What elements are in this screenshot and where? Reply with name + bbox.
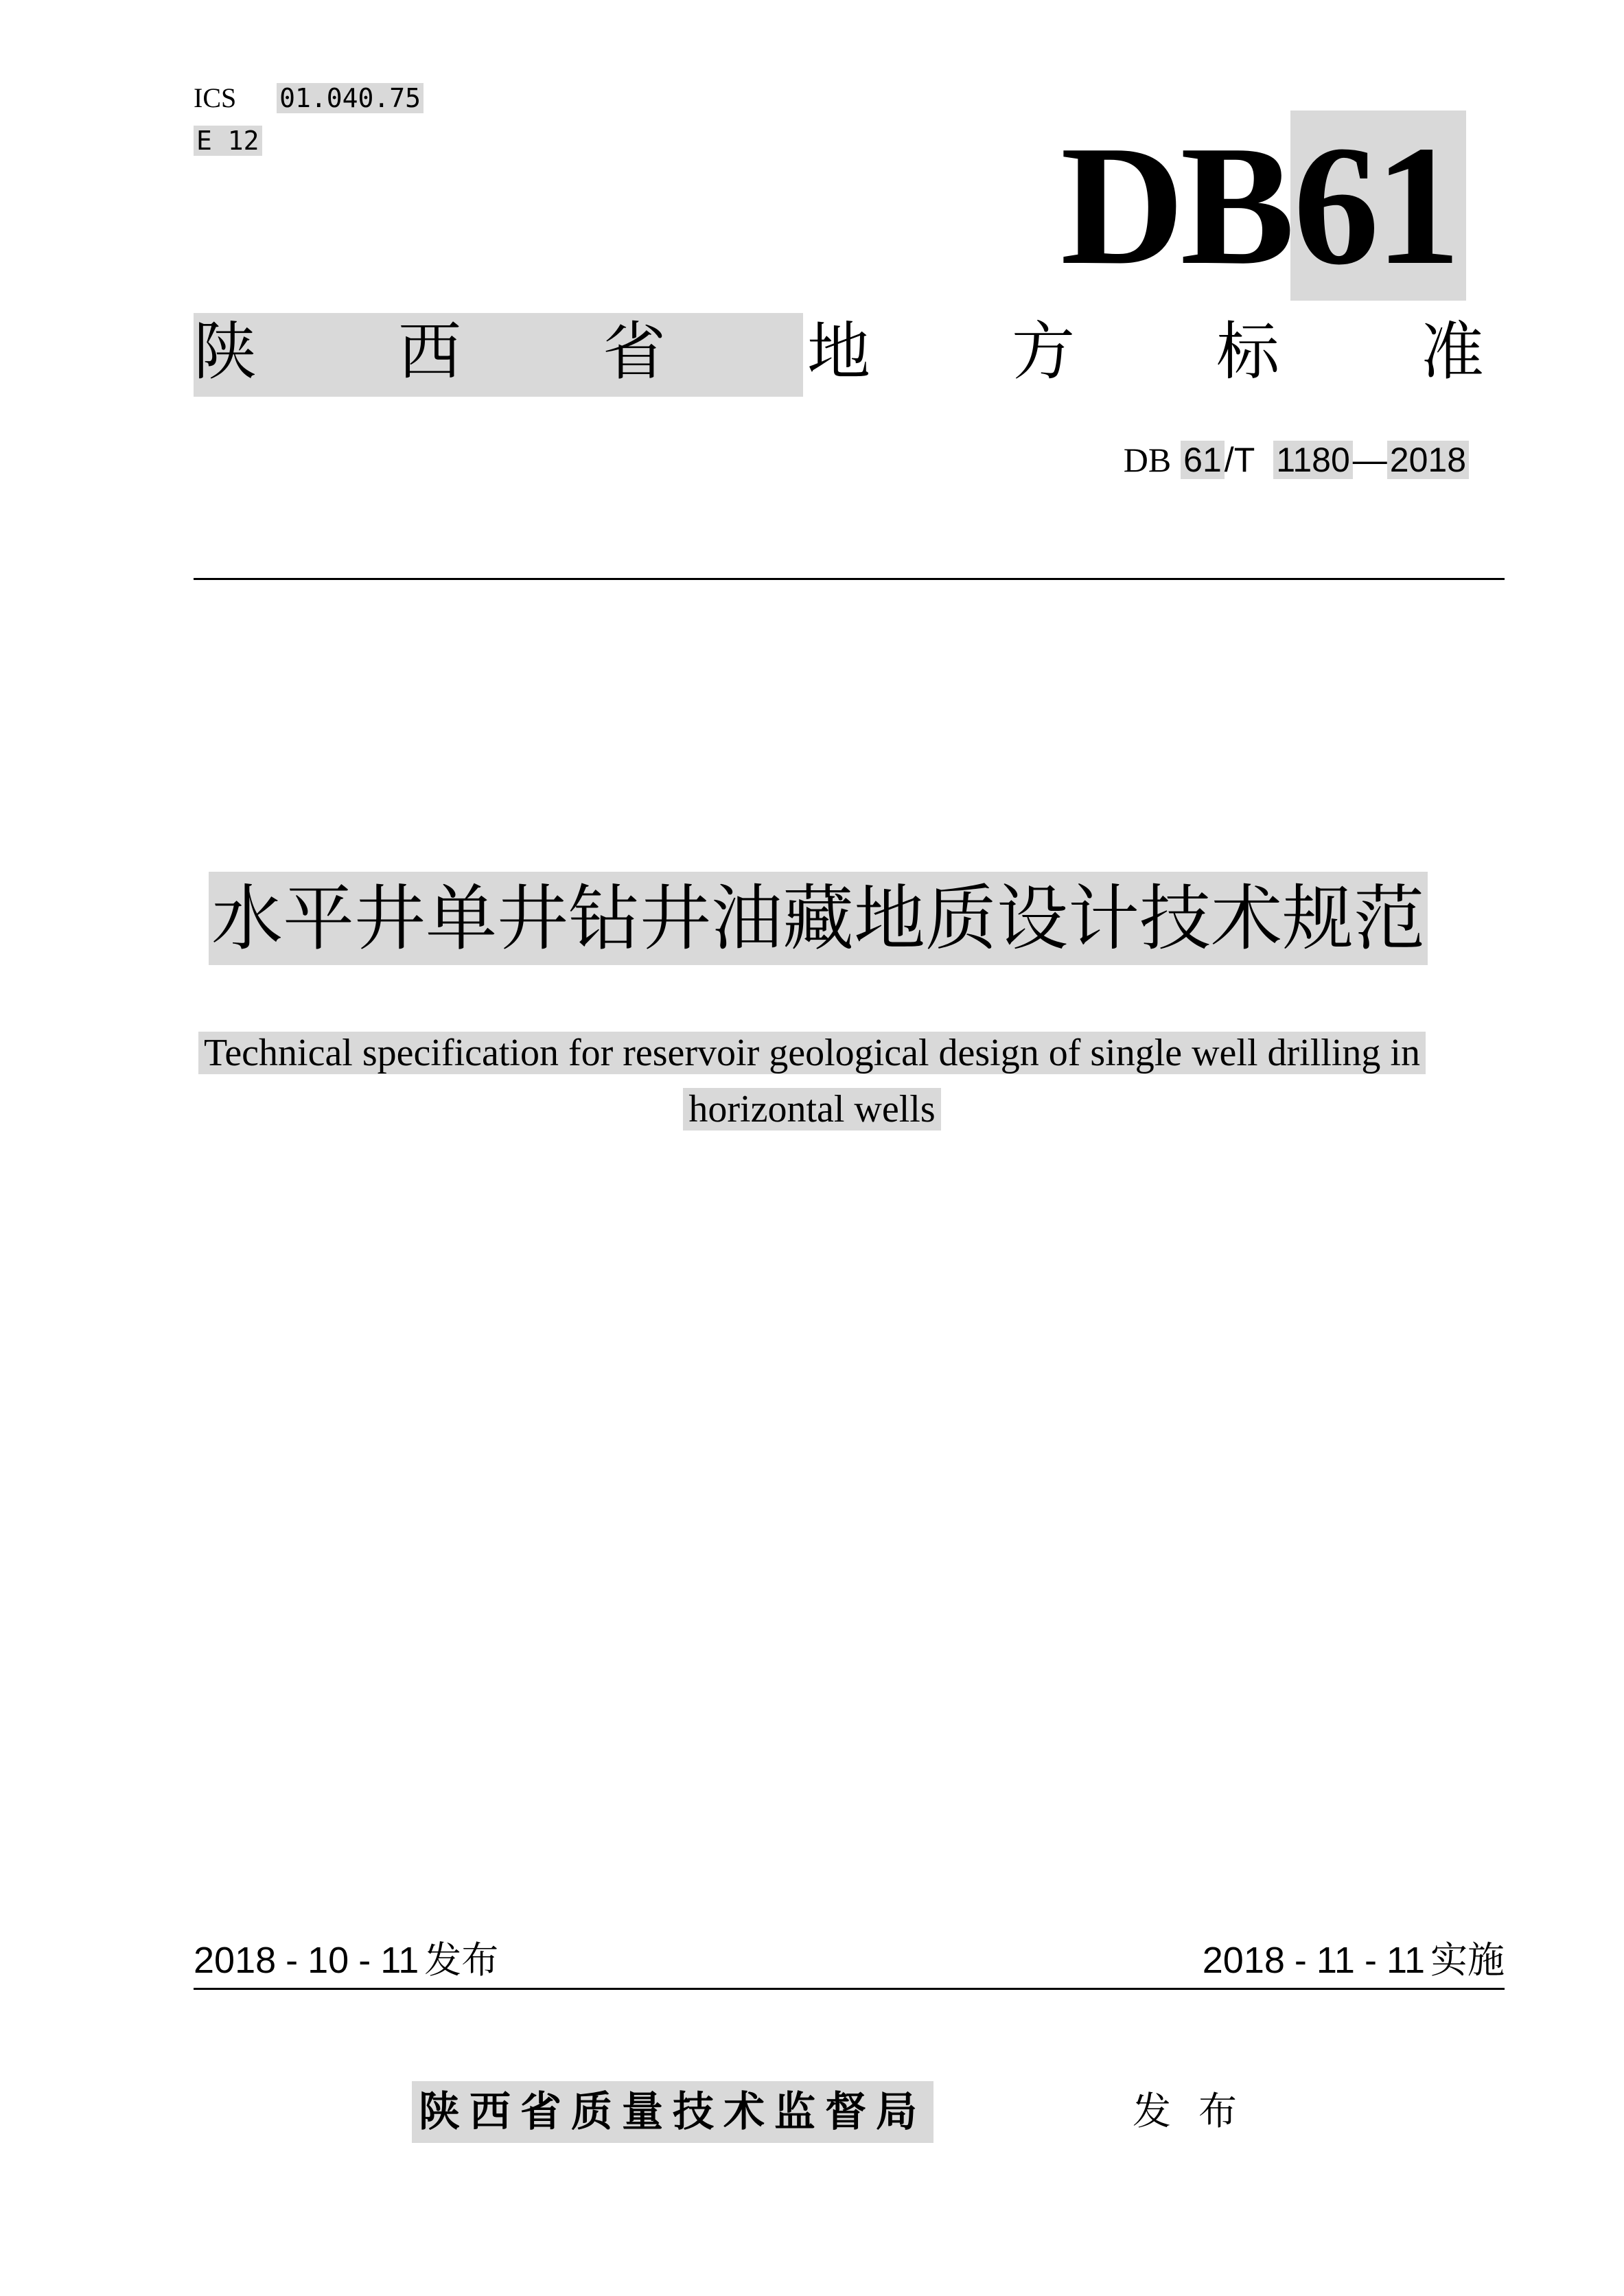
implement-month: 11 bbox=[1316, 1940, 1355, 1981]
header-char: 地 bbox=[807, 315, 871, 389]
header-char: 省 bbox=[603, 315, 666, 389]
implement-dash: - bbox=[1294, 1940, 1307, 1981]
header-char: 陕 bbox=[194, 315, 257, 389]
publisher-name: 陕西省质量技术监督局 bbox=[412, 2081, 933, 2143]
issue-dash: - bbox=[358, 1940, 371, 1981]
header-char: 方 bbox=[1012, 315, 1076, 389]
title-chinese: 水平井单井钻井油藏地质设计技术规范 bbox=[209, 872, 1428, 965]
implement-label: 实施 bbox=[1430, 1940, 1505, 1981]
title-english-line1 bbox=[0, 1030, 1624, 1076]
implement-dash: - bbox=[1364, 1940, 1377, 1981]
implement-day: 11 bbox=[1386, 1940, 1425, 1981]
issue-label: 发布 bbox=[424, 1940, 499, 1981]
top-rule bbox=[194, 578, 1505, 580]
issue-year: 2018 bbox=[194, 1940, 277, 1981]
issue-day: 11 bbox=[380, 1940, 419, 1981]
issue-date bbox=[194, 1936, 498, 1985]
header-char: 标 bbox=[1216, 315, 1280, 389]
standard-number bbox=[1124, 437, 1469, 483]
standard-category-header bbox=[194, 308, 1491, 397]
bottom-rule bbox=[194, 1988, 1505, 1990]
implement-date bbox=[1203, 1936, 1505, 1985]
implement-year: 2018 bbox=[1202, 1940, 1285, 1981]
ics-line bbox=[194, 81, 424, 115]
title-english-line2-text: horizontal wells bbox=[683, 1088, 940, 1130]
std-type: /T bbox=[1224, 441, 1255, 479]
std-number: 1180 bbox=[1273, 441, 1353, 479]
ics-label: ICS bbox=[194, 82, 237, 113]
logo-db: DB bbox=[1060, 111, 1291, 301]
issue-month: 10 bbox=[308, 1940, 349, 1981]
logo-num: 61 bbox=[1290, 111, 1466, 301]
header-char: 准 bbox=[1421, 315, 1485, 389]
title-english-line1-text: Technical specification for reservoir geological design of single well drilling in bbox=[198, 1032, 1426, 1074]
std-separator: — bbox=[1352, 441, 1387, 479]
header-highlight bbox=[194, 313, 803, 397]
std-prefix: DB bbox=[1123, 441, 1172, 479]
db61-logo bbox=[0, 111, 1624, 301]
publisher-action: 发布 bbox=[1133, 2089, 1264, 2134]
std-province: 61 bbox=[1181, 441, 1225, 479]
ccs-code: E 12 bbox=[194, 126, 262, 156]
title-english-line2 bbox=[0, 1086, 1624, 1133]
logo-text bbox=[1060, 111, 1466, 301]
issue-dash: - bbox=[286, 1940, 299, 1981]
ics-code: 01.040.75 bbox=[277, 83, 424, 113]
header-char: 西 bbox=[398, 315, 462, 389]
std-year: 2018 bbox=[1387, 441, 1469, 479]
